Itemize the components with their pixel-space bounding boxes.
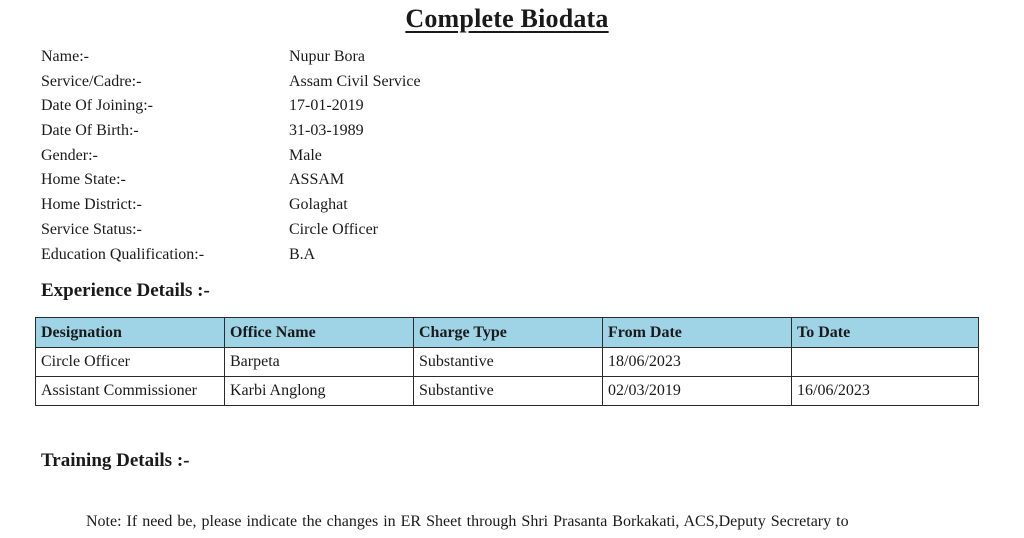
cell-from-date: 02/03/2019 <box>603 377 792 406</box>
field-label: Service Status:- <box>41 220 142 238</box>
cell-designation: Circle Officer <box>36 348 225 377</box>
table-header-row <box>36 318 979 348</box>
column-header-charge-type: Charge Type <box>414 318 603 348</box>
field-value: B.A <box>289 245 316 263</box>
field-value: 17-01-2019 <box>289 97 364 115</box>
column-header-designation: Designation <box>36 318 225 348</box>
field-label: Name:- <box>41 48 89 65</box>
cell-charge-type: Substantive <box>414 377 603 406</box>
field-value: Golaghat <box>289 196 348 214</box>
cell-designation: Assistant Commissioner <box>36 377 225 406</box>
experience-details-heading: Experience Details :- <box>41 280 210 301</box>
field-label: Date Of Joining:- <box>41 97 153 115</box>
field-value: Male <box>289 146 322 164</box>
cell-to-date <box>792 348 979 377</box>
table-row <box>36 377 979 406</box>
column-header-to-date: To Date <box>792 318 979 348</box>
field-label: Home State:- <box>41 171 126 189</box>
field-label: Education Qualification:- <box>41 245 205 263</box>
table-row <box>36 348 979 377</box>
field-label: Service/Cadre:- <box>41 72 142 90</box>
cell-charge-type: Substantive <box>414 348 603 377</box>
field-label: Gender:- <box>41 146 98 164</box>
field-value: Assam Civil Service <box>289 72 421 90</box>
footer-note: Note: If need be, please indicate the changes in ER Sheet through Shri Prasanta Borkakati, ACS,Deputy Secretary to <box>86 513 849 530</box>
cell-from-date: 18/06/2023 <box>603 348 792 377</box>
page-title: Complete Biodata <box>405 4 609 33</box>
experience-table <box>35 317 979 406</box>
column-header-from-date: From Date <box>603 318 792 348</box>
field-value: 31-03-1989 <box>289 122 364 140</box>
cell-office-name: Karbi Anglong <box>225 377 414 406</box>
field-label: Date Of Birth:- <box>41 122 139 140</box>
field-value: Nupur Bora <box>289 48 365 65</box>
column-header-office-name: Office Name <box>225 318 414 348</box>
field-value: ASSAM <box>289 171 345 189</box>
cell-office-name: Barpeta <box>225 348 414 377</box>
field-value: Circle Officer <box>289 220 378 238</box>
field-label: Home District:- <box>41 196 142 214</box>
cell-to-date: 16/06/2023 <box>792 377 979 406</box>
training-details-heading: Training Details :- <box>41 450 190 471</box>
